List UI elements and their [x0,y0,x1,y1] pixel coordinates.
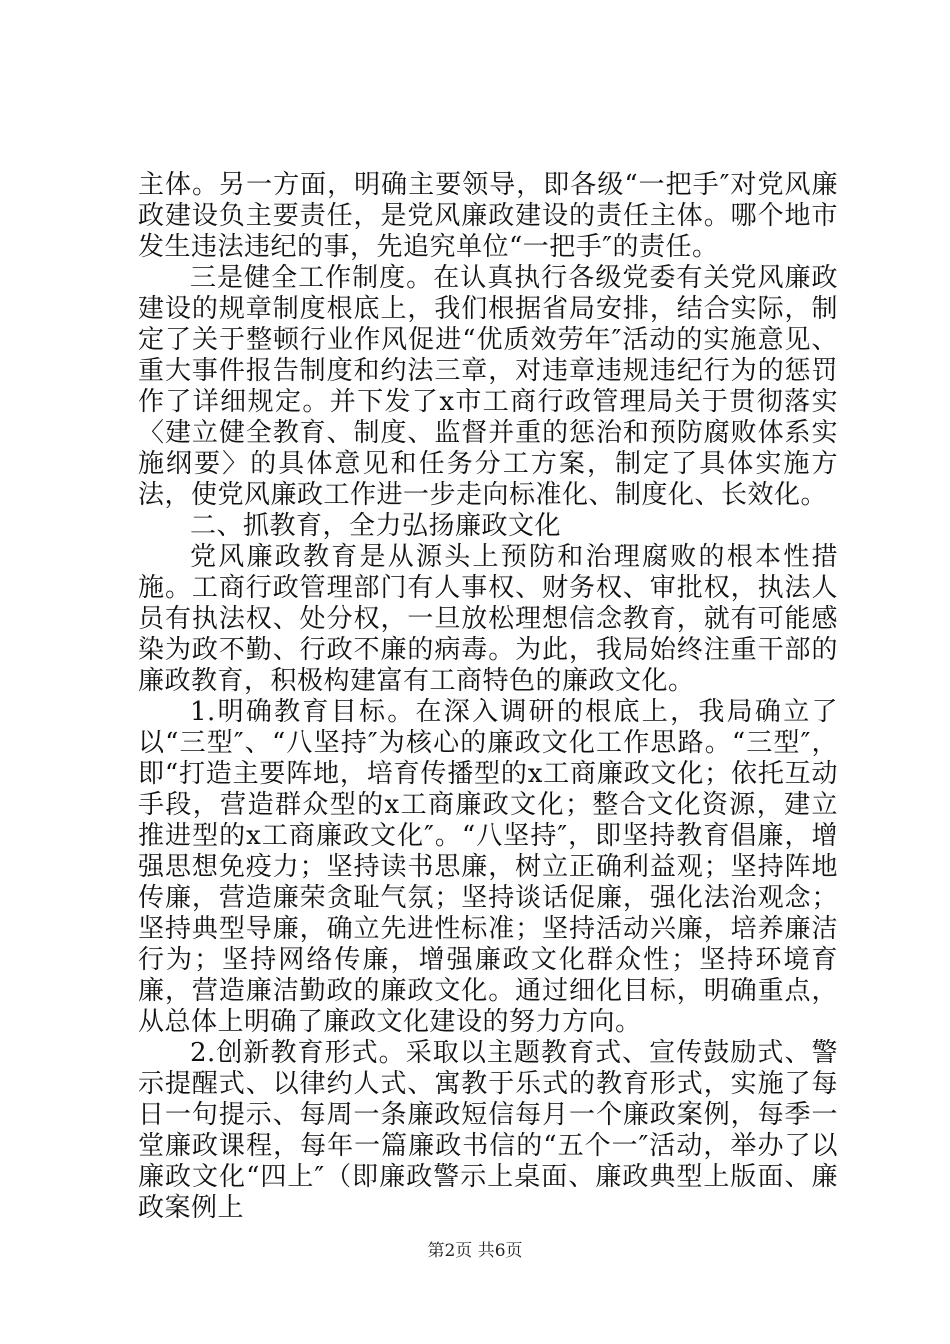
paragraph: 党风廉政教育是从源头上预防和治理腐败的根本性措施。工商行政管理部门有人事权、财务权、审批权，执法人员有执法权、处分权，一旦放松理想信念教育，就有可能感染为政不勤、行政不廉的病毒。为此，我局始终注重干部的廉政教育，积极构建富有工商特色的廉政文化。 [138,542,838,696]
document-body [138,170,838,1224]
section-heading: 二、抓教育，全力弘扬廉政文化 [190,511,562,541]
paragraph: 主体。另一方面，明确主要领导，即各级“一把手″对党风廉政建设负主要责任，是党风廉政建设的责任主体。哪个地市发生违法违纪的事，先追究单位“一把手″的责任。 [138,170,838,262]
page-footer: 第2页 共6页 [427,1241,523,1261]
paragraph: 1.明确教育目标。在深入调研的根底上，我局确立了以“三型″、“八坚持″为核心的廉政文化工作思路。“三型″，即“打造主要阵地，培育传播型的x工商廉政文化；依托互动手段，营造群众型的x工商廉政文化；整合文化资源，建立推进型的x工商廉政文化″。“八坚持″，即坚持教育倡廉，增强思想免疫力；坚持读书思廉，树立正确利益观；坚持阵地传廉，营造廉荣贪耻气氛；坚持谈话促廉，强化法治观念；坚持典型导廉，确立先进性标准；坚持活动兴廉，培养廉洁行为；坚持网络传廉，增强廉政文化群众性；坚持环境育廉，营造廉洁勤政的廉政文化。通过细化目标，明确重点，从总体上明确了廉政文化建设的努力方向。 [138,697,838,1037]
paragraph: 三是健全工作制度。在认真执行各级党委有关党风廉政建设的规章制度根底上，我们根据省局安排，结合实际，制定了关于整顿行业作风促进“优质效劳年″活动的实施意见、重大事件报告制度和约法三章，对违章违规违纪行为的惩罚作了详细规定。并下发了x市工商行政管理局关于贯彻落实〈建立健全教育、制度、监督并重的惩治和预防腐败体系实施纲要〉的具体意见和任务分工方案，制定了具体实施方法，使党风廉政工作进一步走向标准化、制度化、长效化。 [138,263,838,510]
paragraph: 2.创新教育形式。采取以主题教育式、宣传鼓励式、警示提醒式、以律约人式、寓教于乐式的教育形式，实施了每日一句提示、每周一条廉政短信每月一个廉政案例，每季一堂廉政课程，每年一篇廉政书信的“五个一″活动，举办了以廉政文化“四上″（即廉政警示上桌面、廉政典型上版面、廉政案例上 [138,1038,838,1223]
